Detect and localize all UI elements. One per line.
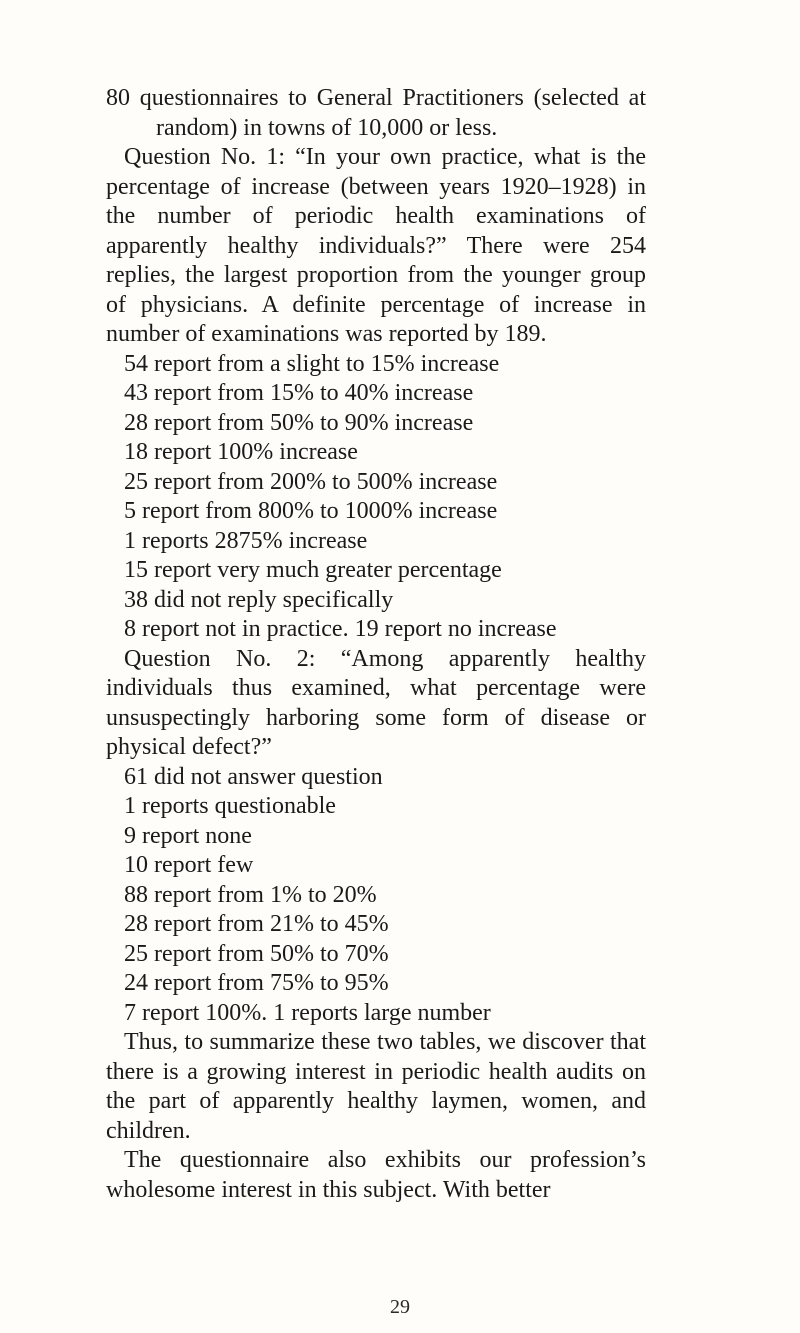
closing-paragraph: The questionnaire also exhibits our profession’s wholesome interest in this subject. With better bbox=[106, 1147, 646, 1203]
list-item: 61 did not answer question bbox=[124, 763, 383, 790]
list-item: 88 report from 1% to 20% bbox=[124, 881, 377, 908]
intro-paragraph: 80 questionnaires to General Practitioners (selected at random) in towns of 10,000 or less. bbox=[106, 85, 646, 141]
list-item: 10 report few bbox=[124, 852, 254, 878]
question-2-results bbox=[106, 763, 646, 1029]
summary-paragraph: Thus, to summarize these two tables, we discover that there is a growing interest in periodic health audits on the part of apparently healthy laymen, women, and children. bbox=[106, 1029, 646, 1144]
question-2-paragraph: Question No. 2: “Among apparently healthy individuals thus examined, what percentage were unsuspectingly harboring some form of disease or physical defect?” bbox=[106, 645, 646, 760]
list-item: 54 report from a slight to 15% increase bbox=[124, 350, 500, 377]
list-item: 1 reports questionable bbox=[124, 793, 336, 819]
body-text bbox=[106, 84, 646, 1205]
list-item: 43 report from 15% to 40% increase bbox=[124, 380, 474, 406]
list-item: 8 report not in practice. 19 report no increase bbox=[124, 616, 557, 642]
list-item: 1 reports 2875% increase bbox=[124, 527, 368, 554]
page-number: 29 bbox=[390, 1296, 410, 1318]
list-item: 18 report 100% increase bbox=[124, 439, 358, 465]
question-1-results bbox=[106, 350, 646, 645]
list-item: 9 report none bbox=[124, 822, 252, 849]
list-item: 25 report from 50% to 70% bbox=[124, 940, 389, 967]
list-item: 28 report from 21% to 45% bbox=[124, 911, 389, 937]
list-item: 15 report very much greater percentage bbox=[124, 557, 502, 583]
list-item: 5 report from 800% to 1000% increase bbox=[124, 498, 498, 524]
list-item: 7 report 100%. 1 reports large number bbox=[124, 999, 491, 1026]
list-item: 28 report from 50% to 90% increase bbox=[124, 409, 474, 436]
question-1-paragraph: Question No. 1: “In your own practice, what is the percentage of increase (between years 1920–1928) in the number of periodic health examinations of apparently healthy individuals?” There were 254 replies, the largest proportion from the younger group of physicians. A definite percentage of increase in number of examinations was reported by 189. bbox=[106, 144, 646, 347]
list-item: 38 did not reply specifically bbox=[124, 586, 394, 613]
list-item: 24 report from 75% to 95% bbox=[124, 970, 389, 996]
list-item: 25 report from 200% to 500% increase bbox=[124, 468, 498, 495]
